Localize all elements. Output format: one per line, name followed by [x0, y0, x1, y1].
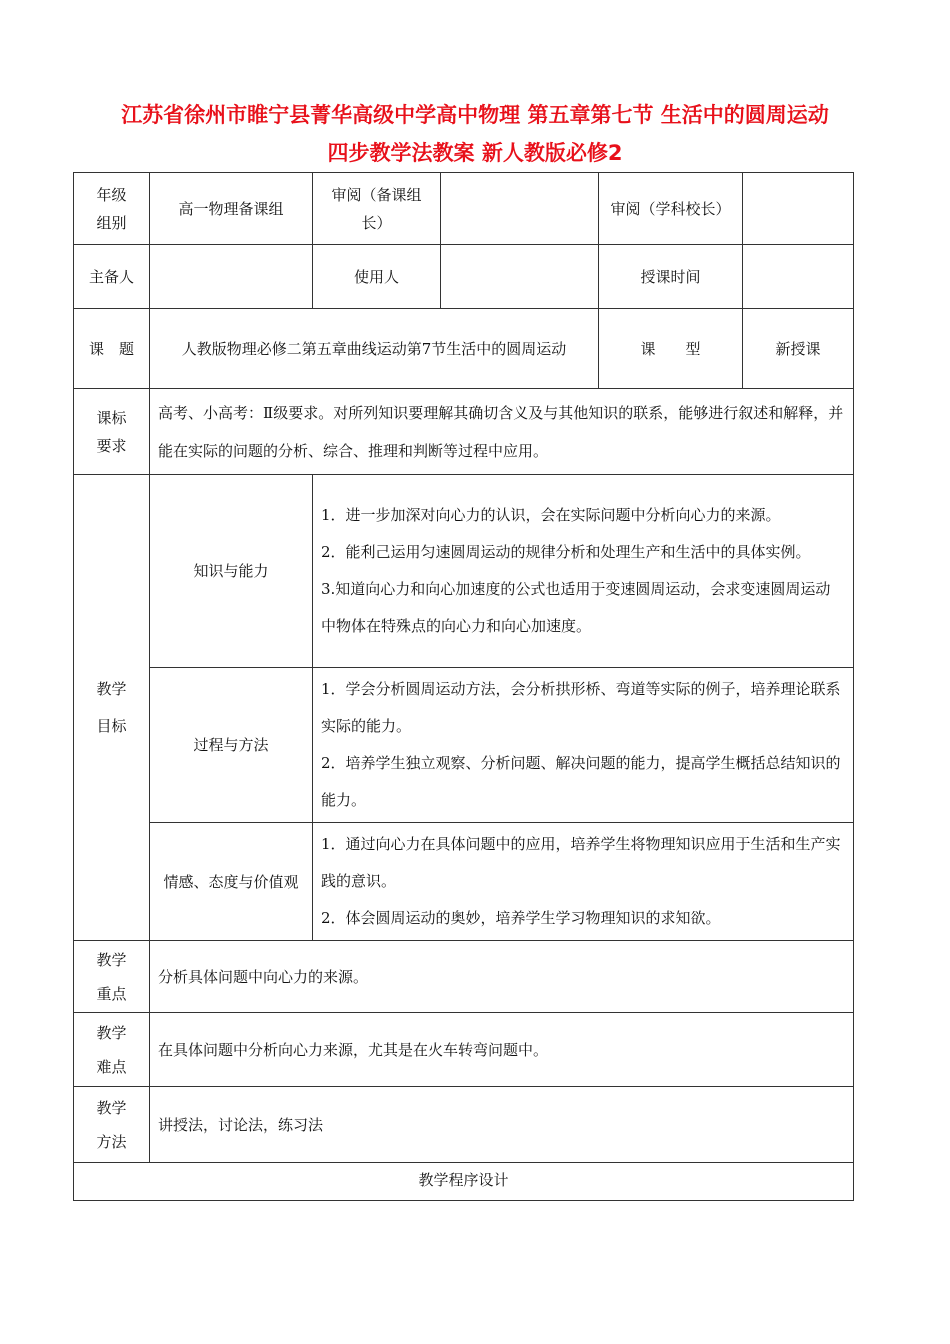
- title-line-1: 江苏省徐州市睢宁县菁华高级中学高中物理 第五章第七节 生活中的圆周运动: [121, 103, 829, 127]
- focus-label: 教学重点: [74, 941, 150, 1013]
- method-label: 教学方法: [74, 1087, 150, 1163]
- method-text: 讲授法，讨论法，练习法: [150, 1087, 854, 1163]
- knowledge-item-1: 1．进一步加深对向心力的认识，会在实际问题中分析向心力的来源。: [321, 506, 781, 524]
- row-grade: [74, 173, 854, 245]
- difficulty-label: 教学难点: [74, 1013, 150, 1087]
- review-group-label: 审阅（备课组长）: [313, 173, 441, 245]
- emotion-item-2: 2．体会圆周运动的奥妙，培养学生学习物理知识的求知欲。: [321, 909, 721, 927]
- standard-label: 课标要求: [74, 389, 150, 475]
- lesson-plan-table: [73, 172, 854, 1201]
- row-topic: [74, 309, 854, 389]
- title-line-2: 四步教学法教案 新人教版必修2: [327, 141, 623, 165]
- row-goal-knowledge: [74, 475, 854, 668]
- topic-value: 人教版物理必修二第五章曲线运动第7节生活中的圆周运动: [150, 309, 599, 389]
- preparer-label: 主备人: [74, 245, 150, 309]
- goals-label: 教学目标: [74, 475, 150, 941]
- type-value: 新授课: [743, 309, 854, 389]
- knowledge-label: 知识与能力: [150, 475, 313, 668]
- row-difficulty: [74, 1013, 854, 1087]
- emotion-label: 情感、态度与价值观: [150, 823, 313, 941]
- user-value: [441, 245, 599, 309]
- review-group-value: [441, 173, 599, 245]
- row-standard: [74, 389, 854, 475]
- row-method: [74, 1087, 854, 1163]
- focus-text: 分析具体问题中向心力的来源。: [150, 941, 854, 1013]
- topic-label: 课 题: [74, 309, 150, 389]
- user-label: 使用人: [313, 245, 441, 309]
- emotion-item-1: 1．通过向心力在具体问题中的应用，培养学生将物理知识应用于生活和生产实践的意识。: [321, 835, 841, 890]
- knowledge-item-2: 2．能利己运用匀速圆周运动的规律分析和处理生产和生活中的具体实例。: [321, 543, 811, 561]
- grade-label: 年级组别: [74, 173, 150, 245]
- row-focus: [74, 941, 854, 1013]
- review-principal-label: 审阅（学科校长）: [599, 173, 743, 245]
- process-label: 过程与方法: [150, 668, 313, 823]
- difficulty-text: 在具体问题中分析向心力来源，尤其是在火车转弯问题中。: [150, 1013, 854, 1087]
- process-item-2: 2．培养学生独立观察、分析问题、解决问题的能力，提高学生概括总结知识的能力。: [321, 754, 841, 809]
- row-goal-emotion: [74, 823, 854, 941]
- time-value: [743, 245, 854, 309]
- row-program: [74, 1163, 854, 1201]
- grade-value: 高一物理备课组: [150, 173, 313, 245]
- program-label: 教学程序设计: [74, 1163, 854, 1201]
- row-preparer: [74, 245, 854, 309]
- knowledge-item-3: 3.知道向心力和向心加速度的公式也适用于变速圆周运动，会求变速圆周运动中物体在特殊点的向心力和向心加速度。: [321, 580, 831, 635]
- type-label: 课 型: [599, 309, 743, 389]
- standard-text: 高考、小高考：Ⅱ级要求。对所列知识要理解其确切含义及与其他知识的联系，能够进行叙述和解释，并能在实际的问题的分析、综合、推理和判断等过程中应用。: [158, 403, 844, 460]
- preparer-value: [150, 245, 313, 309]
- process-item-1: 1．学会分析圆周运动方法，会分析拱形桥、弯道等实际的例子，培养理论联系实际的能力。: [321, 680, 841, 735]
- time-label: 授课时间: [599, 245, 743, 309]
- review-principal-value: [743, 173, 854, 245]
- row-goal-process: [74, 668, 854, 823]
- document-title: [72, 96, 878, 172]
